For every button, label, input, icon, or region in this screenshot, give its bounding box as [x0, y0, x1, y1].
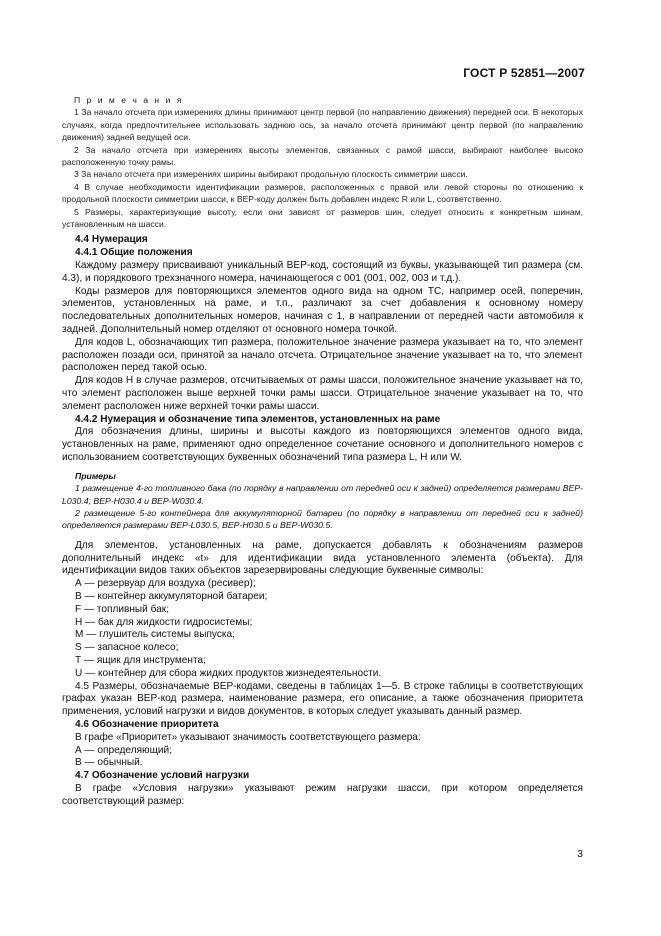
notes-block [62, 94, 583, 230]
priority-item: В — обычный. [75, 757, 143, 769]
note-item: 4 В случае необходимости идентификации размеров, расположенных с правой или левой стороны по отношению к продольной плоскости симметрии шасси, к ВЕР-коду должен быть добавлен индекс R или L, соответственно. [62, 181, 583, 205]
paragraph: 4.5 Размеры, обозначаемые ВЕР-кодами, сведены в таблицах 1—5. В строке таблицы в соответствующих графах указан ВЕР-код размера, наименование размера, его описание, а также обозначения приоритета применения, условий нагрузки и видов документов, в которых следует указывать данный размер. [62, 680, 583, 718]
symbol-item: S — запасное колесо; [75, 642, 179, 654]
note-item: 5 Размеры, характеризующие высоту, если они зависят от размеров шин, следует относить к конкретным шинам, установленным на шасси. [62, 206, 583, 230]
symbol-item: Т — ящик для инструмента; [75, 655, 206, 667]
example-item: 1 размещение 4-го топливного бака (по порядку в направлении от передней оси к задней) определяется размерами ВЕР-L030.4, ВЕР-Н030.4 и ВЕР-W030.4. [62, 483, 583, 506]
heading-4-7: 4.7 Обозначение условий нагрузки [75, 770, 250, 782]
doc-header: ГОСТ Р 52851—2007 [463, 66, 585, 80]
paragraph: Для элементов, установленных на раме, допускается добавлять к обозначениям размеров дополнительный индекс «t» для идентификации вида установленного элемента (объекта). Для идентификации видов таких объектов зарезервированы следующие буквенные символы: [62, 539, 583, 577]
page-content [62, 94, 583, 809]
paragraph: Для кодов Н в случае размеров, отсчитываемых от рамы шасси, положительное значение указывает на то, что элемент расположен выше верхней точки рамы шасси. Отрицательное значение указывает на то, что элемент расположен ниже верхней точки рамы шасси. [62, 375, 583, 412]
paragraph: Коды размеров для повторяющихся элементов одного вида на одном ТС, например осей, поперечин, элементов, установленных на раме, и т.п., различают за счет добавления к основному номеру последовательных дополнительных номеров, начиная с 1, в направлении от передней части автомобиля к задней. Дополнительный номер отделяют от основного номера точкой. [62, 285, 583, 336]
notes-title: П р и м е ч а н и я [74, 95, 184, 105]
paragraph: В графе «Приоритет» указывают значимость соответствующего размера: [75, 731, 421, 743]
note-item: 2 За начало отсчета при измерениях высоты элементов, связанных с рамой шасси, выбирают наиболее высоко расположенную точку рамы. [62, 144, 583, 168]
symbol-item: В — контейнер аккумуляторной батареи; [75, 591, 268, 603]
paragraph: Для обозначения длины, ширины и высоты каждого из повторяющихся элементов одного вида, установленных на раме, применяют одно определенное сочетание основного и дополнительного номеров с использованием соответствующих буквенных обозначений типа размера L, Н или W. [62, 426, 583, 464]
main-text [62, 234, 583, 808]
heading-4-4-2: 4.4.2 Нумерация и обозначение типа элементов, установленных на раме [75, 413, 441, 425]
symbol-item: Н — бак для жидкости гидросистемы; [75, 616, 253, 628]
heading-4-4: 4.4 Нумерация [75, 234, 148, 246]
priority-item: А — определяющий; [75, 744, 172, 756]
paragraph: Каждому размеру присваивают уникальный ВЕР-код, состоящий из буквы, указывающей тип размера (см. 4.3), и порядкового трехзначного номера, начинающегося с 001 (001, 002, 003 и т.д.). [62, 260, 583, 284]
paragraph: В графе «Условия нагрузки» указывают режим нагрузки шасси, при котором определяется соответствующий размер: [62, 782, 583, 807]
note-item: 1 За начало отсчета при измерениях длины принимают центр первой (по направлению движения) передней оси. В некоторых случаях, когда предпочтительнее использовать заднюю ось, за начало отсчета принимают центр первой (по направлению движения) задней ведущей оси. [62, 107, 583, 143]
example-item: 2 размещение 5-го контейнера для аккумуляторной батареи (по порядку в направлении от передней оси к задней) определяется размерами ВЕР-L030.5, ВЕР-Н030.5 и ВЕР-W030.5. [62, 508, 583, 531]
symbol-item: М — глушитель системы выпуска; [75, 629, 235, 641]
paragraph: Для кодов L, обозначающих тип размера, положительное значение размера указывает на то, что элемент расположен позади оси, принятой за начало отсчета. Отрицательное значение указывает на то, что элемент расположен перед такой осью. [62, 336, 583, 374]
heading-4-4-1: 4.4.1 Общие положения [75, 247, 193, 259]
symbol-item: F — топливный бак; [75, 603, 170, 615]
heading-4-6: 4.6 Обозначение приоритета [75, 719, 219, 730]
note-item: 3 За начало отсчета при измерениях ширины выбирают продольную плоскость симметрии шасси. [74, 169, 468, 180]
symbol-item: U — контейнер для сбора жидких продуктов жизнедеятельности. [75, 667, 382, 679]
examples-block [62, 470, 583, 532]
symbol-item: А — резервуар для воздуха (ресивер); [75, 578, 256, 590]
examples-title: Примеры [75, 470, 116, 481]
page-number: 3 [577, 848, 583, 860]
